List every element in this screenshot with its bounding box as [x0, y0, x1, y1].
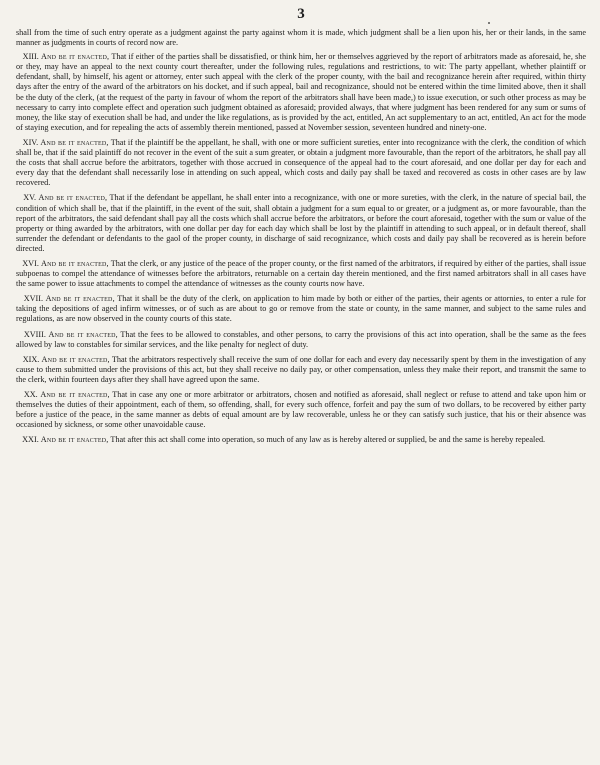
section-text: That if the plaintiff be the appellant, he shall, with one or more sufficient sureties, enter into recognizance with the clerk, the condition of which shall be, that if the said plaintiff do not recover in the event of the suit a sum greater, or obtain a judgment more favourable, than the report of the arbitrators, he shall pay all the costs that shall accrue before the arbitrators, together with those accrued in consequence of the appeal had to the court aforesaid, and one dollar per day for each and every day that the defendant shall necessarily lose in attending on such appeal, which costs and daily pay shall be taxed and recovered as costs in other cases are by law recovered.: [16, 137, 586, 188]
page-number: 3: [297, 6, 305, 22]
enacting-clause: And be it enacted,: [48, 329, 118, 339]
section-text: That the clerk, or any justice of the peace of the proper county, or the first named of the arbitrators, if required by either of the parties, shall issue subpoenas to compel the attendance of witnesses before the arbitrators, returnable on a certain day therein mentioned, and the first named arbitrators shall in all cases have the same power to issue attachments to compel the attendance of witnesses as the county courts now have.: [16, 258, 587, 289]
enacting-clause: And be it enacted,: [40, 435, 109, 445]
section-number: XXI.: [22, 435, 39, 445]
section-number: XVI.: [22, 258, 39, 268]
continuation-paragraph: shall from the time of such entry operate as a judgment against the party against whom it is made, which judgment shall be a lien upon his, her or their lands, in the same manner as judgments in courts of record now are.: [16, 28, 586, 48]
section-13: [16, 52, 586, 133]
enacting-clause: And be it enacted,: [45, 294, 115, 304]
section-number: XX.: [23, 390, 38, 399]
section-number: XVIII.: [23, 329, 46, 339]
section-17: [16, 294, 586, 324]
section-number: XIV.: [22, 137, 39, 147]
enacting-clause: And be it enacted,: [40, 390, 110, 399]
section-text: That after this act shall come into operation, so much of any law as is hereby altered or supplied, be and the same is hereby repealed.: [110, 435, 546, 445]
section-21: [16, 435, 586, 445]
section-text: That if either of the parties shall be dissatisfied, or think him, her or themselves aggrieved by the report of arbitrators made as aforesaid, he, she or they, may have an appeal to the next county court thereafter, under the following rules, regulations and restrictions, to wit: The party appellant, whether plaintiff or defendant, shall, by himself, his agent or attorney, enter such appeal with the clerk of the proper county, with the bail and recognizance herein after required, within thirty days after the entry of the award of the arbitrators on his docket, and if such appeal, bail and recognizance, should not be entered within the time limited above, then it shall be the duty of the clerk, (at the request of the party in favour of whom the report of the arbitrators shall have been made,) to issue execution, or such other process as may be necessary to carry into complete effect and operation such judgment obtained as aforesaid; provided always, that where judgment has been rendered for any sum or sums of money, the like stay of execution shall be had, and under the like regulations, as is provided by the act, entitled, An act supplementary to an act, entitled, An act for the mode of staying execution, and for repealing the acts of assembly therein mentioned, passed at November session, seventeen hundred and ninety-one.: [16, 52, 586, 132]
section-19: [16, 355, 586, 385]
section-15: [16, 193, 586, 254]
enacting-clause: And be it enacted,: [41, 52, 110, 62]
section-text: That if the defendant be appellant, he shall enter into a recognizance, with one or more sureties, with the clerk, in the nature of special bail, the condition of which shall be, that if the plaintiff, in the event of the suit, shall obtain a judgment for a sum equal to or greater, or a judgment as, or more favourable, than the report of the arbitrators, the said defendant shall pay all the costs which shall accrue before the arbitrators, or before the court aforesaid, together with the sum or value of the property or thing awarded by the arbitrators, with one dollar per day for each day which shall be lost by the plaintiff in attending to such appeal, or in default thereof, shall surrender the defendant or defendants to the gaol of the proper county, in discharge of said recognizance, which costs and daily pay shall be recovered as is herein before directed.: [16, 193, 586, 253]
enacting-clause: And be it enacted,: [38, 193, 108, 203]
section-18: [16, 330, 586, 350]
section-text: That the fees to be allowed to constables, and other persons, to carry the provisions of this act into operation, shall be the same as the fees allowed by law to constables for similar services, and the like penalty for neglect of duty.: [16, 329, 587, 349]
section-text: That the arbitrators respectively shall receive the sum of one dollar for each and every day necessarily spent by them in the investigation of any cause to them submitted under the provisions of this act, but they shall receive no daily pay, or other compensation, unless they make their report, and transmit the same to the clerk, within fourteen days after they shall have agreed upon the same.: [16, 354, 587, 384]
section-number: XV.: [23, 193, 37, 203]
section-number: XIII.: [22, 52, 39, 62]
section-14: [16, 138, 586, 188]
section-number: XIX.: [22, 354, 40, 364]
section-16: [16, 259, 586, 289]
enacting-clause: And be it enacted,: [40, 258, 109, 268]
ink-speck: [488, 22, 490, 24]
enacting-clause: And be it enacted,: [40, 137, 109, 147]
section-text: That in case any one or more arbitrator or arbitrators, chosen and notified as aforesaid, shall neglect or refuse to attend and take upon him or themselves the duties of their appointment, each of them, so offending, shall, for every such offence, forfeit and pay the sum of two dollars, to be recovered by either party before a justice of the peace, in the same manner as debts of equal amount are by law recoverable, unless he or they can satisfy such justice, that his or their absence was occasioned by sickness, or some other unavoidable cause.: [16, 390, 586, 430]
section-text: That it shall be the duty of the clerk, on application to him made by both or either of the parties, their agents or attornies, to enter a rule for taking the depositions of aged infirm witnesses, or of such as are about to go or remove from the state or county, in the same manner, and subject to the same rules and regulations, as are now observed in the county courts of this state.: [16, 294, 587, 324]
section-20: [16, 390, 586, 430]
enacting-clause: And be it enacted,: [41, 354, 110, 364]
section-number: XVII.: [23, 294, 44, 304]
